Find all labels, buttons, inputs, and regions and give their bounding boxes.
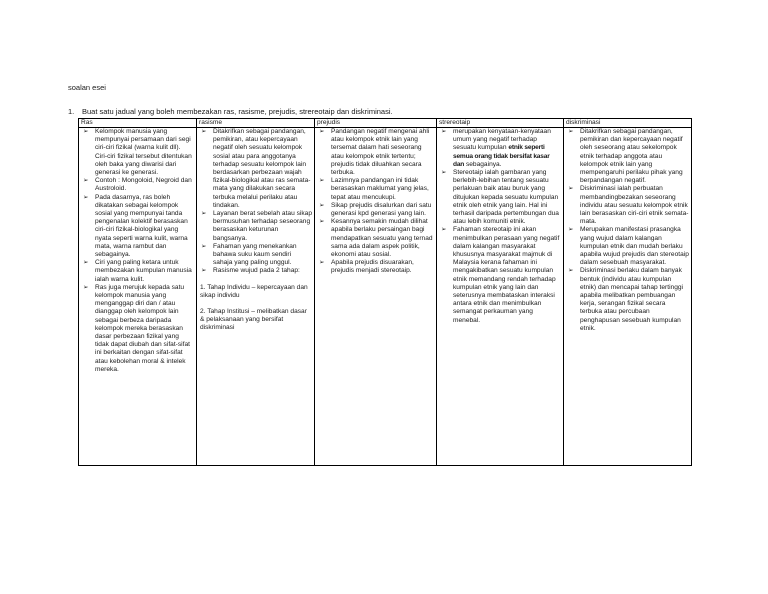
arrow-bullet-icon: ➢ [201,128,207,135]
arrow-bullet-icon: ➢ [319,201,325,209]
arrow-bullet-icon: ➢ [319,259,325,267]
table-row [79,128,692,466]
list-item: ➢ Diskriminasi ialah perbuatan membandingbezakan seseorang individu atau sesuatu kelompok etnik lain berasaskan ciri-ciri etnik semata-mata. [568,185,689,226]
arrow-bullet-icon: ➢ [201,242,207,250]
list-item: ➢ merupakan kenyataan-kenyataan umum yang negatif terhadap sesuatu kumpulan etnik seperti semua orang tidak bersifat kasar dan sebagainya. [441,128,551,168]
list-item: ➢ Ditakrifkan sebagai pandangan, pemikiran dan kepercayaan negatif oleh seseorang atau sekelompok etnik terhadap anggota atau kelompok etnik lain yang mempengaruhi perilaku pihak yang berpandangan negatif. [568,128,683,185]
list-item: ➢ Fahaman stereotaip ini akan menimbulkan perasaan yang negatif dalam kalangan masyarakat khususnya masyarakat majmuk di Malaysia kerana fahaman ini mengakibatkan sesuatu kumpulan etnik memandang rendah terhadap kumpulan etnik yang lain dan seterusnya membataskan interaksi antara etnik dan menimbulkan semangat perkauman yang menebal. [441,226,560,324]
list-item: ➢ Ras juga merujuk kepada satu kelompok manusia yang menganggap diri dan / atau dianggap oleh kelompok lain sebagai berbeza daripada kelompok mereka berasaskan dasar perbezaan fizikal yang tidak dapat diubah dan sifat-sifat ini berkaitan dengan sifat-sifat atau kebolehan moral & intelek mereka. [83,283,190,373]
list-item: ➢ Layanan berat sebelah atau sikap bermusuhan terhadap seseorang berasaskan keturunan bangsanya. [201,210,312,242]
rasisme-level-2: 2. Tahap Institusi – melibatkan dasar & pelaksanaan yang bersifat diskriminasi [200,308,307,332]
header-ras: Ras [79,119,197,128]
header-prejudis: prejudis [315,119,437,128]
arrow-bullet-icon: ➢ [441,169,447,177]
list-item: ➢ Contoh : Mongoloid, Negroid dan Austroloid. [83,177,192,193]
arrow-bullet-icon: ➢ [568,185,574,193]
list-item: ➢ Ditakrifkan sebagai pandangan, pemikiran, atau kepercayaan negatif oleh sesuatu kelompok sosial atau para anggotanya terhadap sesuatu kelompok lain berdasarkan perbezaan wajah fizikal-biologikal atau ras semata-mata yang dilakukan secara terbuka melalui perilaku atau tindakan. [201,128,311,209]
rasisme-level-1: 1. Tahap Individu – kepercayaan dan sikap individu [200,283,308,299]
table-header-row [79,119,692,128]
header-stereotaip: strereotaip [437,119,564,128]
list-item: ➢ Diskriminasi berlaku dalam banyak bentuk (individu atau kumpulan etnik) dan mencapai tahap tertinggi apabila melibatkan pembuangan kerja, serangan fizikal secara terbuka atau percubaan penghapusan sesebuah kumpulan etnik. [568,267,684,332]
list-item: ➢ Ciri yang paling ketara untuk membezakan kumpulan manusia ialah warna kulit. [83,259,192,283]
arrow-bullet-icon: ➢ [319,218,325,226]
list-item: ➢ Lazimnya pandangan ini tidak berasaskan maklumat yang jelas, tepat atau mencukupi. [319,177,429,201]
question [68,107,393,116]
list-item: ➢ Merupakan manifestasi prasangka yang wujud dalam kalangan kumpulan etnik dan mudah berlaku apabila wujud prejudis dan stereotaip dalam sesebuah masyarakat. [568,226,689,267]
list-item: ➢ Stereotaip ialah gambaran yang berlebih-lebihan tentang sesuatu perlakuan baik atau buruk yang ditujukan kepada sesuatu kumpulan etnik oleh etnik yang lain. Hal ini terhasil daripada pertembungan dua atau lebih komuniti etnik. [441,169,559,226]
arrow-bullet-icon: ➢ [83,283,89,291]
arrow-bullet-icon: ➢ [568,267,574,275]
arrow-bullet-icon: ➢ [568,226,574,234]
question-number: 1. [68,107,75,116]
cell-rasisme [197,128,315,466]
cell-diskriminasi [564,128,692,466]
arrow-bullet-icon: ➢ [319,128,325,135]
arrow-bullet-icon: ➢ [568,128,574,135]
comparison-table [78,118,692,466]
cell-stereotaip [437,128,564,466]
list-item: ➢ Kesannya semakin mudah dilihat apabila berlaku persaingan bagi mendapatkan sesuatu yang ternad sama ada dalam aspek politik, ekonomi atau sosial. [319,218,433,259]
arrow-bullet-icon: ➢ [83,193,89,201]
header-diskriminasi: diskriminasi [564,119,692,128]
arrow-bullet-icon: ➢ [201,267,207,275]
header-rasisme: rasisme [197,119,315,128]
arrow-bullet-icon: ➢ [83,128,89,135]
list-item: ➢ Pada dasarnya, ras boleh dikatakan sebagai kelompok sosial yang mempunyai tanda pengenalan kolektif berasaskan ciri-ciri fizikal-biologikal yang nyata seperti warna kulit, warna mata, warna rambut dan sebagainya. [83,193,188,259]
list-item: ➢ Pandangan negatif mengenai ahli atau kelompok etnik lain yang tersemat dalam hati seseorang atau kelompok etnik tertentu; prejudis tidak diluahkan secara terbuka. [319,128,430,177]
question-text: Buat satu jadual yang boleh membezakan ras, rasisme, prejudis, strereotaip dan diskriminasi. [82,107,393,116]
document-title: soalan esei [68,83,106,92]
list-item: ➢ Sikap prejudis disalurkan dari satu generasi kpd generasi yang lain. [319,201,432,218]
arrow-bullet-icon: ➢ [441,128,447,135]
list-item: ➢ Rasisme wujud pada 2 tahap: [201,267,300,275]
arrow-bullet-icon: ➢ [441,226,447,234]
cell-prejudis [315,128,437,466]
list-item: ➢ Fahaman yang menekankan bahawa suku kaum sendiri sahaja yang paling unggul. [201,242,297,267]
list-item: ➢ Apabila prejudis disuarakan, prejudis menjadi stereotaip. [319,259,414,275]
arrow-bullet-icon: ➢ [201,210,207,218]
arrow-bullet-icon: ➢ [83,177,89,185]
cell-ras [79,128,197,466]
list-item: ➢ Kelompok manusia yang mempunyai persamaan dari segi ciri-ciri fizikal (warna kulit dll). Ciri-ciri fizikal tersebut ditentukan oleh baka yang diwarisi dari generasi ke generasi. [83,128,192,177]
arrow-bullet-icon: ➢ [319,177,325,185]
arrow-bullet-icon: ➢ [83,259,89,267]
bold-example-text: etnik seperti semua orang tidak bersifat kasar dan [453,144,550,168]
